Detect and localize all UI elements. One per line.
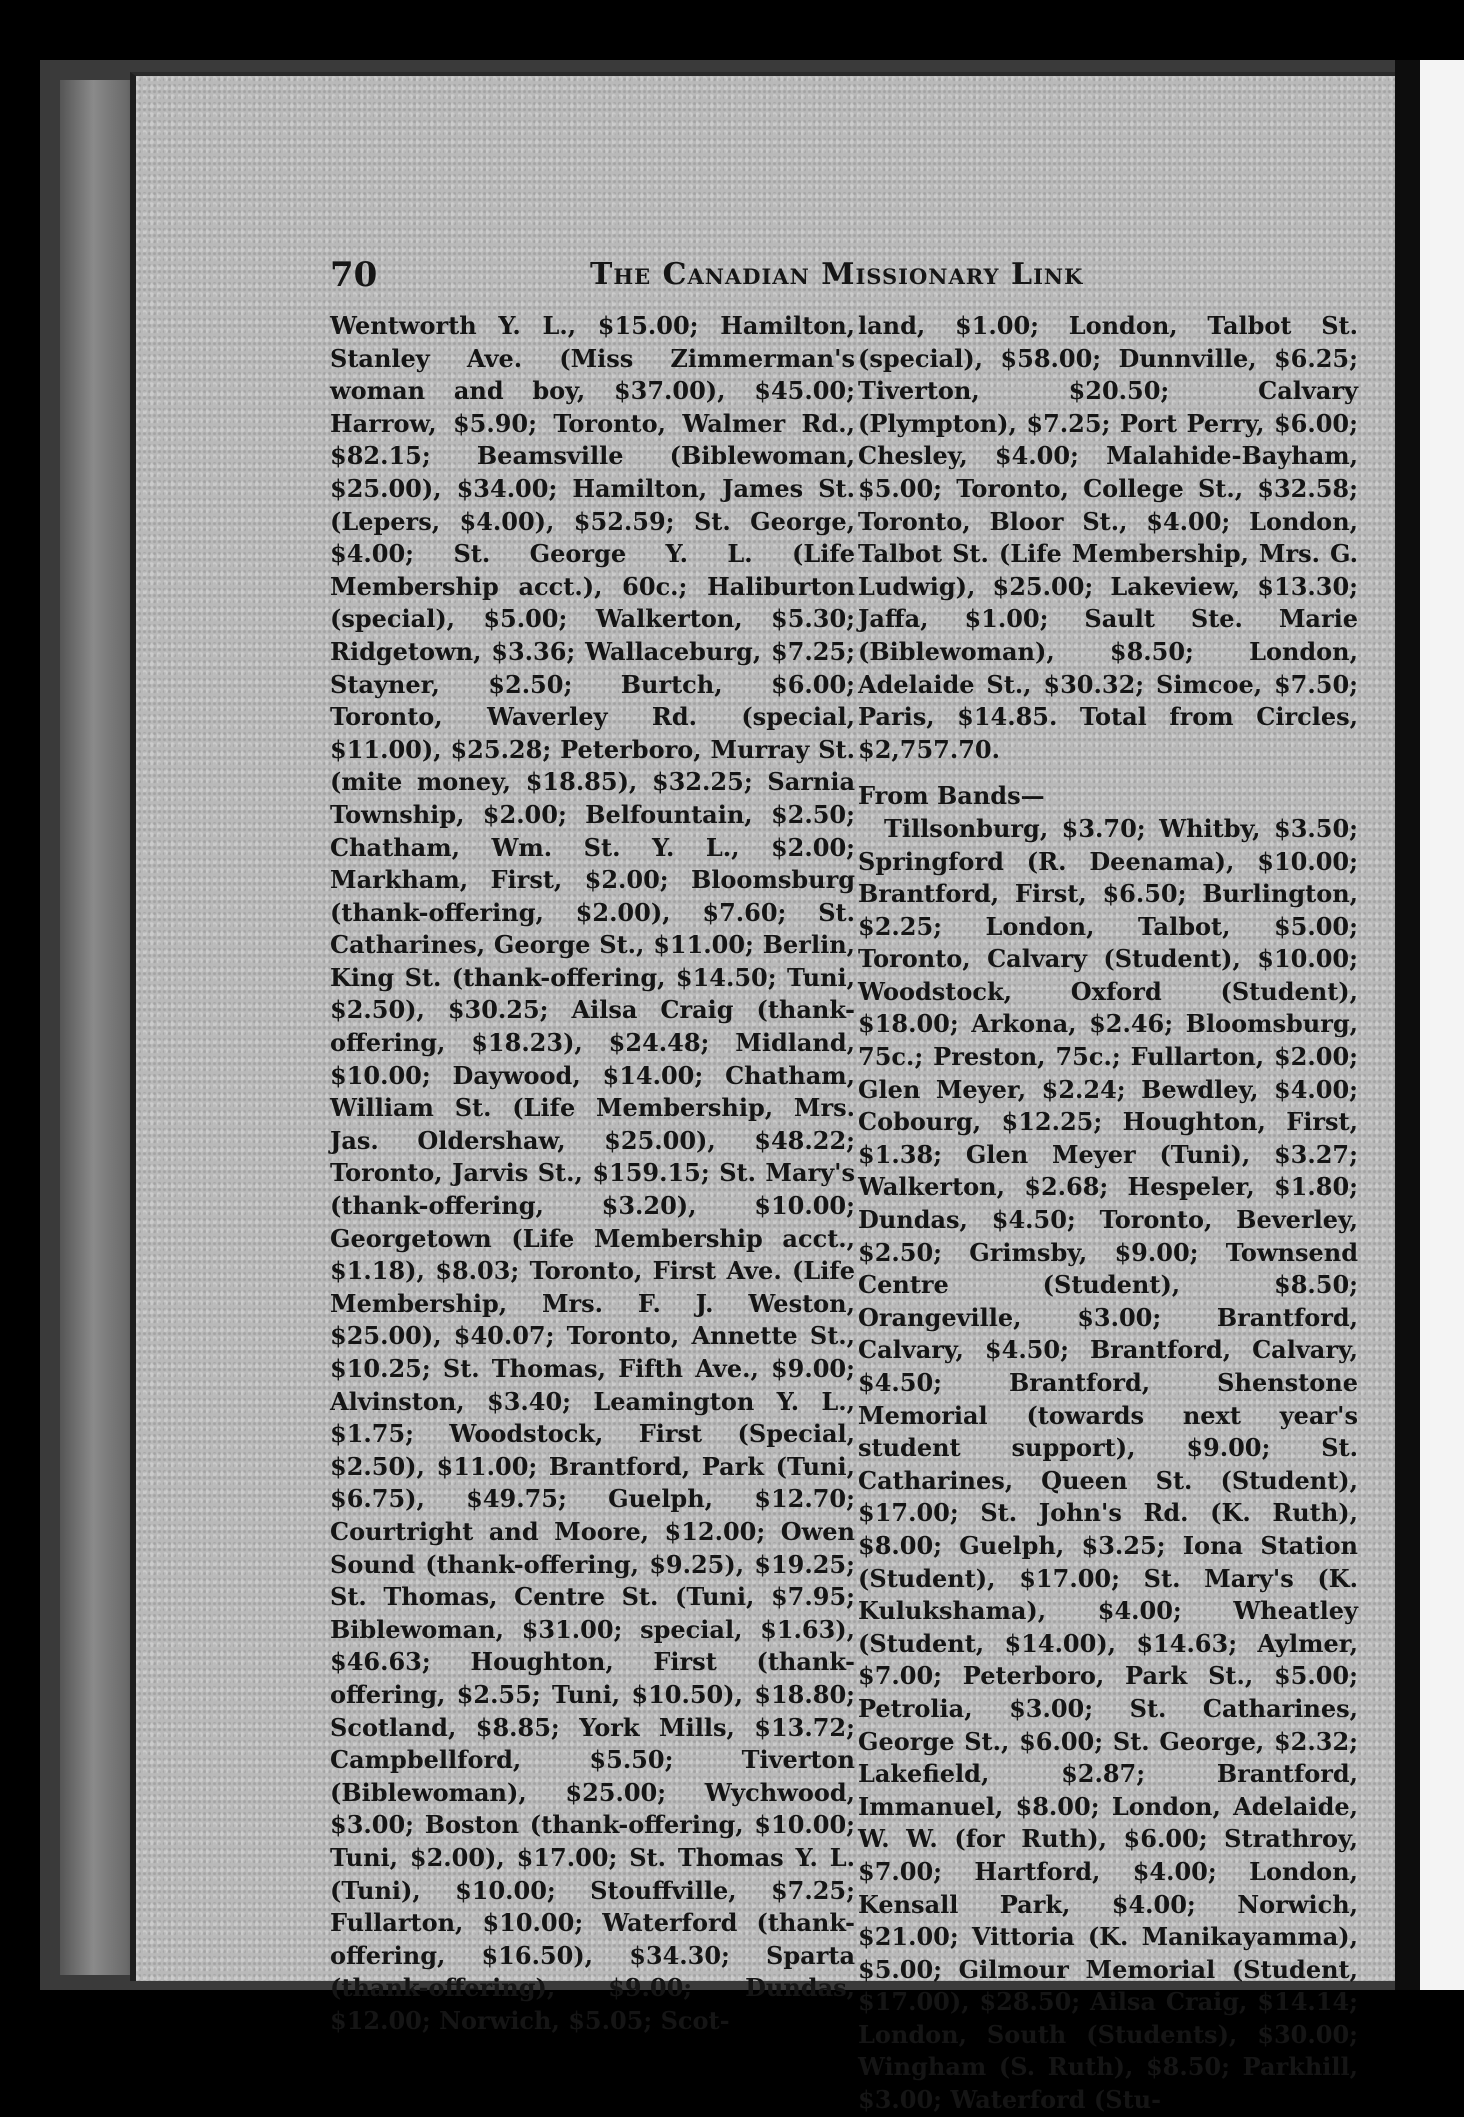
bands-heading: From Bands— [858,781,1045,811]
page-number: 70 [330,255,378,295]
left-column [330,310,855,2037]
page-header [330,255,1390,305]
circles-list-text: Wentworth Y. L., $15.00; Hamilton, Stanley Ave. (Miss Zimmerman's woman and boy, $37.00), $45.00; Harrow, $5.90; Toronto, Walmer Rd., $82.15; Beamsville (Biblewoman, $25.00), $34.00; Hamilton, James St. (Lepers, $4.00), $52.59; St. George, $4.00; St. George Y. L. (Life Membership acct.), 60c.; Haliburton (special), $5.00; Walkerton, $5.30; Ridgetown, $3.36; Wallaceburg, $7.25; Stayner, $2.50; Burtch, $6.00; Toronto, Waverley Rd. (special, $11.00), $25.28; Peterboro, Murray St. (mite money, $18.85), $32.25; Sarnia Township, $2.00; Belfountain, $2.50; Chatham, Wm. St. Y. L., $2.00; Markham, First, $2.00; Bloomsburg (thank-offering, $2.00), $7.60; St. Catharines, George St., $11.00; Berlin, King St. (thank-offering, $14.50; Tuni, $2.50), $30.25; Ailsa Craig (thank-offering, $18.23), $24.48; Midland, $10.00; Daywood, $14.00; Chatham, William St. (Life Membership, Mrs. Jas. Oldershaw, $25.00), $48.22; Toronto, Jarvis St., $159.15; St. Mary's (thank-offering, $3.20), $10.00; Georgetown (Life Membership acct., $1.18), $8.03; Toronto, First Ave. (Life Membership, Mrs. F. J. Weston, $25.00), $40.07; Toronto, Annette St., $10.25; St. Thomas, Fifth Ave., $9.00; Alvinston, $3.40; Leamington Y. L., $1.75; Woodstock, First (Special, $2.50), $11.00; Brantford, Park (Tuni, $6.75), $49.75; Guelph, $12.70; Courtright and Moore, $12.00; Owen Sound (thank-offering, $9.25), $19.25; St. Thomas, Centre St. (Tuni, $7.95; Biblewoman, $31.00; special, $1.63), $46.63; Houghton, First (thank-offering, $2.55; Tuni, $10.50), $18.80; Scotland, $8.85; York Mills, $13.72; Campbellford, $5.50; Tiverton (Biblewoman), $25.00; Wychwood, $3.00; Boston (thank-offering, $10.00; Tuni, $2.00), $17.00; St. Thomas Y. L. (Tuni), $10.00; Stouffville, $7.25; Fullarton, $10.00; Waterford (thank-offering, $16.50), $34.30; Sparta (thank-offering), $9.00; Dundas, $12.00; Norwich, $5.05; Scot- [330,311,855,2035]
right-column [858,310,1358,2117]
bands-list-text: Tillsonburg, $3.70; Whitby, $3.50; Springford (R. Deenama), $10.00; Brantford, First, $6.50; Burlington, $2.25; London, Talbot, $5.00; Toronto, Calvary (Student), $10.00; Woodstock, Oxford (Student), $18.00; Arkona, $2.46; Bloomsburg, 75c.; Preston, 75c.; Fullarton, $2.00; Glen Meyer, $2.24; Bewdley, $4.00; Cobourg, $12.25; Houghton, First, $1.38; Glen Meyer (Tuni), $3.27; Walkerton, $2.68; Hespeler, $1.80; Dundas, $4.50; Toronto, Beverley, $2.50; Grimsby, $9.00; Townsend Centre (Student), $8.50; Orangeville, $3.00; Brantford, Calvary, $4.50; Brantford, Calvary, $4.50; Brantford, Shenstone Memorial (towards next year's student support), $9.00; St. Catharines, Queen St. (Student), $17.00; St. John's Rd. (K. Ruth), $8.00; Guelph, $3.25; Iona Station (Student), $17.00; St. Mary's (K. Kulukshama), $4.00; Wheatley (Student, $14.00), $14.63; Aylmer, $7.00; Peterboro, Park St., $5.00; Petrolia, $3.00; St. Catharines, George St., $6.00; St. George, $2.32; Lakefield, $2.87; Brantford, Immanuel, $8.00; London, Adelaide, W. W. (for Ruth), $6.00; Strathroy, $7.00; Hartford, $4.00; London, Kensall Park, $4.00; Norwich, $21.00; Vittoria (K. Manikayamma), $5.00; Gilmour Memorial (Student, $17.00), $28.50; Ailsa Craig, $14.14; London, South (Students), $30.00; Wingham (S. Ruth), $8.50; Parkhill, $3.00; Waterford (Stu- [858,813,1358,2115]
circles-list-continued: land, $1.00; London, Talbot St. (special), $58.00; Dunnville, $6.25; Tiverton, $20.50; Calvary (Plympton), $7.25; Port Perry, $6.00; Chesley, $4.00; Malahide-Bayham, $5.00; Toronto, College St., $32.58; Toronto, Bloor St., $4.00; London, Talbot St. (Life Membership, Mrs. G. Ludwig), $25.00; Lakeview, $13.30; Jaffa, $1.00; Sault Ste. Marie (Biblewoman), $8.50; London, Adelaide St., $30.32; Simcoe, $7.50; Paris, $14.85. Total from Circles, $2,757.70. [858,311,1358,764]
running-title: The Canadian Missionary Link [590,257,1084,292]
facing-page-edge [1420,60,1464,1990]
